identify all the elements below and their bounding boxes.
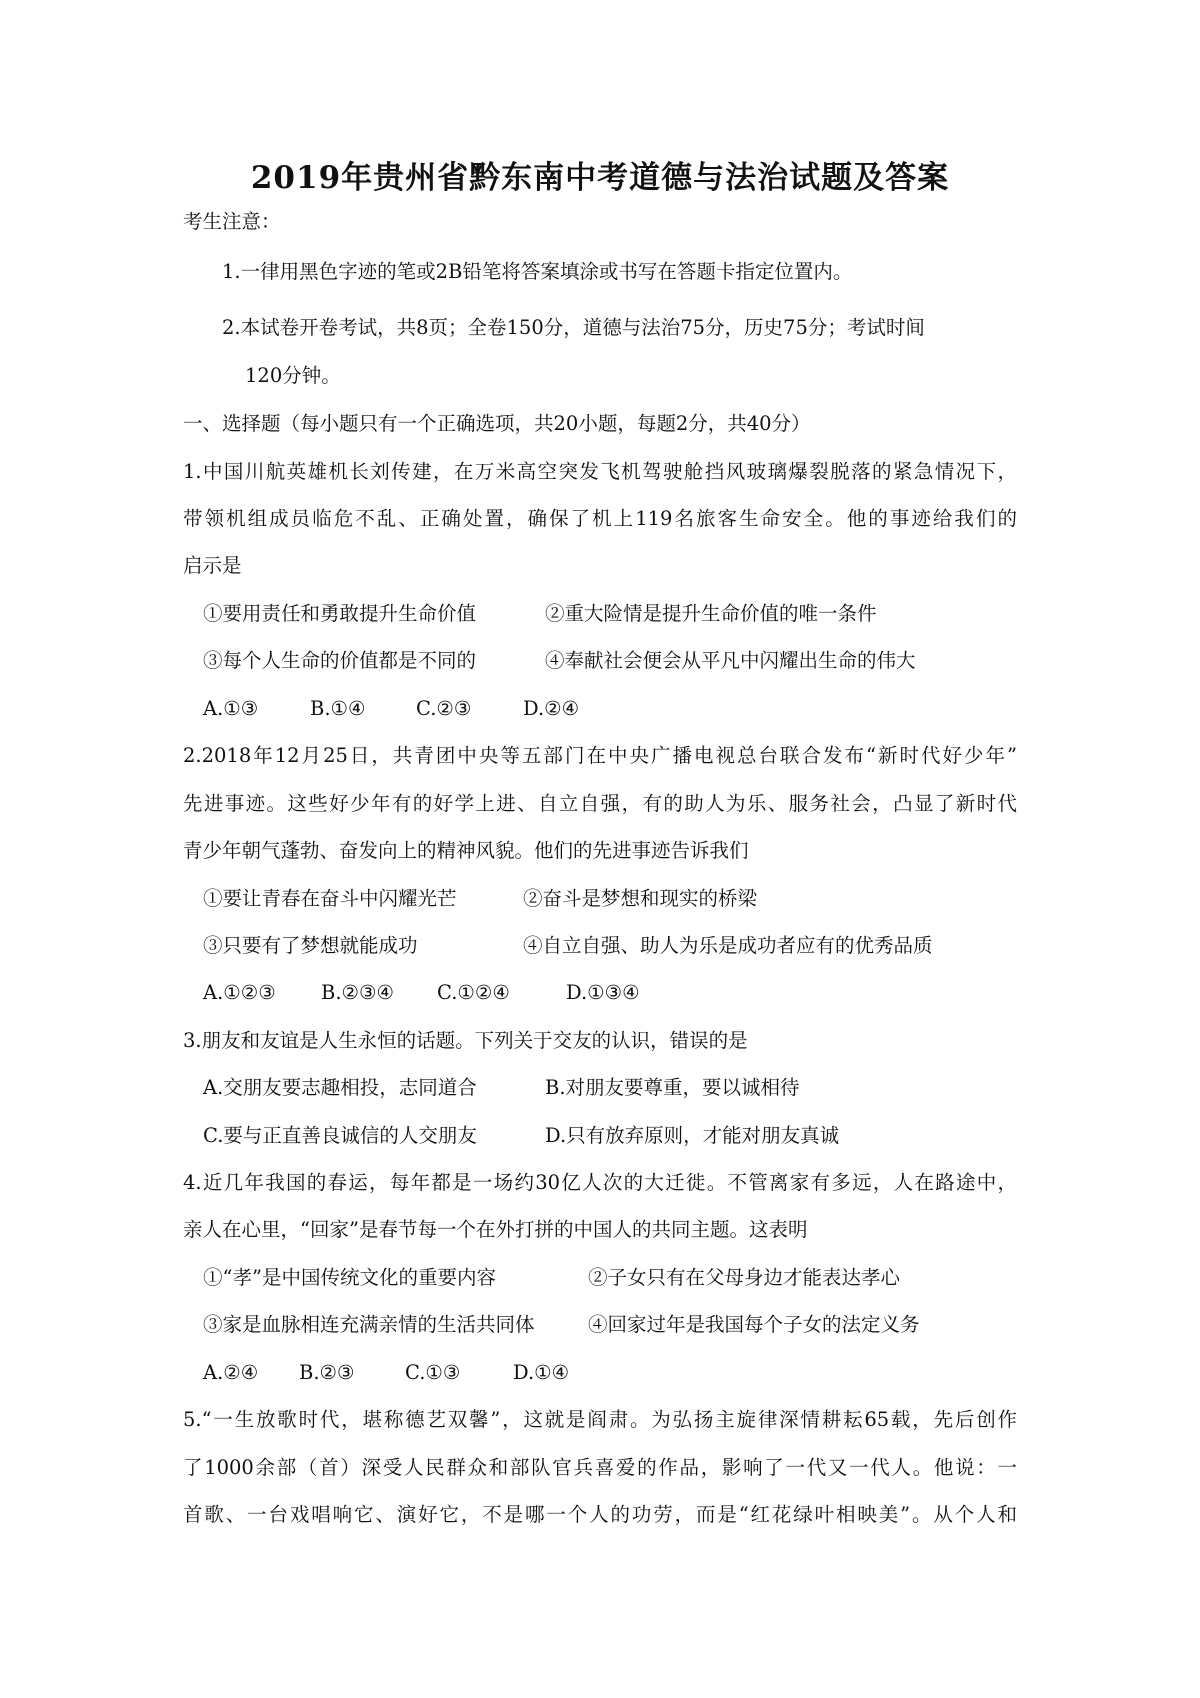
question-1-choice-d: D.②④ <box>523 697 580 720</box>
question-3-choice-c: C.要与正直善良诚信的人交朋友 <box>203 1124 477 1147</box>
question-2-line-1: 2.2018年12月25日，共青团中央等五部门在中央广播电视总台联合发布“新时代好少年” <box>183 744 1017 767</box>
question-4-choice-d: D.①④ <box>513 1361 570 1384</box>
question-1-statement-4: ④奉献社会便会从平凡中闪耀出生命的伟大 <box>545 649 916 672</box>
question-5-line-2: 了1000余部（首）深受人民群众和部队官兵喜爱的作品，影响了一代又一代人。他说：一 <box>183 1456 1017 1479</box>
question-3-line-1: 3.朋友和友谊是人生永恒的话题。下列关于交友的认识，错误的是 <box>183 1029 748 1052</box>
question-1-statement-1: ①要用责任和勇敢提升生命价值 <box>203 602 477 625</box>
question-1-choice-a: A.①③ <box>203 697 259 720</box>
question-2-line-3: 青少年朝气蓬勃、奋发向上的精神风貌。他们的先进事迹告诉我们 <box>183 839 749 862</box>
question-4-statement-1: ①“孝”是中国传统文化的重要内容 <box>203 1266 496 1289</box>
question-1-choice-c: C.②③ <box>416 697 472 720</box>
question-2-line-2: 先进事迹。这些好少年有的好学上进、自立自强，有的助人为乐、服务社会，凸显了新时代 <box>183 792 1017 815</box>
section-heading: 一、选择题（每小题只有一个正确选项，共20小题，每题2分，共40分） <box>183 412 811 435</box>
question-3-choice-d: D.只有放弃原则，才能对朋友真诚 <box>545 1124 840 1147</box>
question-4-line-1: 4.近几年我国的春运，每年都是一场约30亿人次的大迁徙。不管离家有多远，人在路途中， <box>183 1171 1017 1194</box>
question-2-statement-4: ④自立自强、助人为乐是成功者应有的优秀品质 <box>523 934 933 957</box>
question-5-line-1: 5.“一生放歌时代，堪称德艺双馨”，这就是阎肃。为弘扬主旋律深情耕耘65载，先后创作 <box>183 1408 1017 1431</box>
question-4-choice-b: B.②③ <box>299 1361 355 1384</box>
question-4-statement-3: ③家是血脉相连充满亲情的生活共同体 <box>203 1313 535 1336</box>
question-1-line-1: 1.中国川航英雄机长刘传建，在万米高空突发飞机驾驶舱挡风玻璃爆裂脱落的紧急情况下， <box>183 460 1017 483</box>
question-2-choice-a: A.①②③ <box>203 981 276 1004</box>
question-1-choice-b: B.①④ <box>310 697 366 720</box>
notice-item-3: 120分钟。 <box>245 364 341 387</box>
question-2-statement-1: ①要让青春在奋斗中闪耀光芒 <box>203 887 457 910</box>
notice-item-2: 2.本试卷开卷考试，共8页；全卷150分，道德与法治75分，历史75分；考试时间 <box>222 316 925 339</box>
notice-item-1: 1.一律用黑色字迹的笔或2B铅笔将答案填涂或书写在答题卡指定位置内。 <box>222 260 853 283</box>
question-2-choice-d: D.①③④ <box>566 981 640 1004</box>
question-1-line-2: 带领机组成员临危不乱、正确处置，确保了机上119名旅客生命安全。他的事迹给我们的 <box>183 507 1017 530</box>
question-3-choice-b: B.对朋友要尊重，要以诚相待 <box>545 1076 800 1099</box>
question-5-line-3: 首歌、一台戏唱响它、演好它，不是哪一个人的功劳，而是“红花绿叶相映美”。从个人和 <box>183 1503 1017 1526</box>
question-4-statement-2: ②子女只有在父母身边才能表达孝心 <box>588 1266 901 1289</box>
page-title: 2019年贵州省黔东南中考道德与法治试题及答案 <box>250 160 950 196</box>
question-2-choice-c: C.①②④ <box>437 981 510 1004</box>
notice-heading: 考生注意： <box>183 210 281 233</box>
question-4-statement-4: ④回家过年是我国每个子女的法定义务 <box>588 1313 920 1336</box>
question-2-choice-b: B.②③④ <box>321 981 394 1004</box>
question-4-line-2: 亲人在心里，“回家”是春节每一个在外打拼的中国人的共同主题。这表明 <box>183 1218 808 1241</box>
question-1-line-3: 启示是 <box>183 554 242 577</box>
question-2-statement-3: ③只要有了梦想就能成功 <box>203 934 418 957</box>
question-1-statement-3: ③每个人生命的价值都是不同的 <box>203 649 477 672</box>
question-3-choice-a: A.交朋友要志趣相投，志同道合 <box>203 1076 477 1099</box>
question-4-choice-c: C.①③ <box>405 1361 461 1384</box>
question-4-choice-a: A.②④ <box>203 1361 259 1384</box>
question-1-statement-2: ②重大险情是提升生命价值的唯一条件 <box>545 602 877 625</box>
question-2-statement-2: ②奋斗是梦想和现实的桥梁 <box>523 887 758 910</box>
